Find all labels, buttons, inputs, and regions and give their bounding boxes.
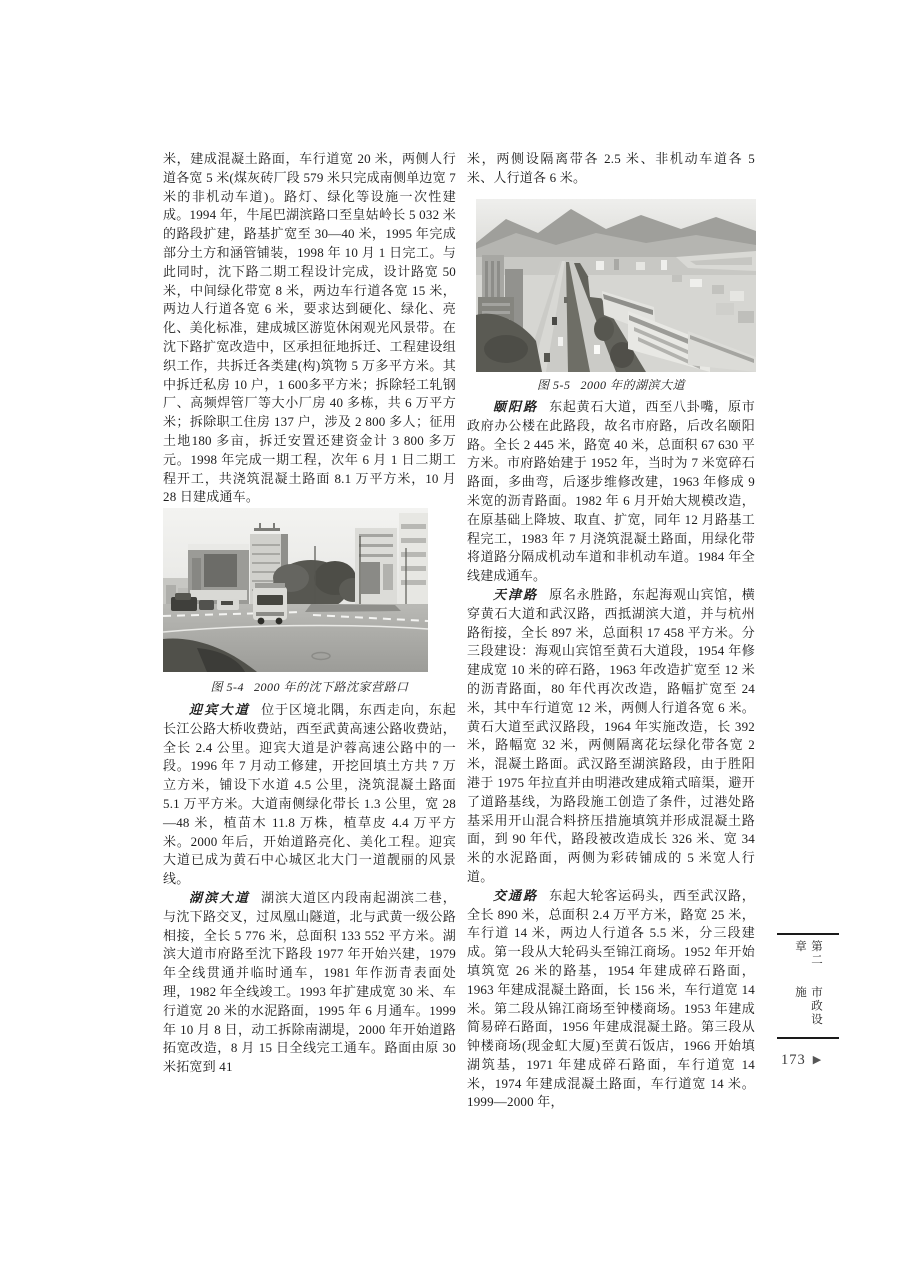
page-marker-arrow-icon: ▶ [812, 1054, 823, 1066]
right-column-bottom-text [467, 398, 755, 1112]
chapter-label: 第二章 [794, 940, 822, 967]
chapter-side-tab [777, 933, 839, 1039]
figure-title: 2000 年的湖滨大道 [580, 378, 685, 392]
figure-5-4-photo [163, 508, 428, 672]
left-column-top-text [163, 150, 456, 507]
figure-title: 2000 年的沈下路沈家营路口 [253, 680, 409, 694]
paragraph-jiaotong-road [467, 887, 755, 1113]
right-column-top-text [467, 150, 755, 188]
road-name-heading: 天津路 [493, 586, 539, 602]
figure-5-5-photo [476, 199, 756, 372]
paragraph-text: 东起黄石大道，西至八卦嘴，原市政府办公楼在此路段，故名市府路，后改名颐阳路。全长 2 445 米，路宽 40 米，总面积 67 630 平方米。市府路始建于 1952 年，当时为 7 米宽碎石路面，多曲弯，后逐步维修改建，1963 年修成 9 米宽的沥青路面。1982 年 6 月开始大规模改造，在原基础上降坡、取直、扩宽，同年 12 月路基工程完工，1983 年 7 月浇筑混凝土路面，用绿化带将道路分隔成机动车道和非机动车道。1984 年全线建成通车。 [467, 399, 755, 584]
paragraph-text: 位于区境北隅，东西走向，东起长江公路大桥收费站，西至武黄高速公路收费站，全长 2.4 公里。迎宾大道是沪蓉高速公路中的一段。1996 年 7 月动工修建，开挖回填土方共 7 万立方米，铺设下水道 4.5 公里，浇筑混凝土路面 5.1 万平方米。大道南侧绿化带长 1.3 公里，宽 28—48 米，植苗木 11.8 万株，植草皮 4.4 万平方米。2000 年后，开始道路亮化、美化工程。迎宾大道已成为黄石中心城区北大门一道靓丽的风景线。 [163, 702, 456, 887]
figure-5-5-caption [467, 376, 755, 393]
paragraph-text: 米，建成混凝土路面，车行道宽 20 米，两侧人行道各宽 5 米(煤灰砖厂段 579 米只完成南侧单边宽 7 米的非机动车道)。路灯、绿化等设施一次性建成。1994 年，牛尾巴湖滨路口至皇姑岭长 5 032 米的路段扩建，路基扩宽至 30—40 米，1995 年完成部分土方和涵管铺装，1998 年 10 月 1 日完工。与此同时，沈下路二期工程设计完成，设计路宽 50 米，中间绿化带宽 8 米，两边车行道各宽 15 米，两边人行道各宽 6 米，要求达到硬化、绿化、亮化、美化标准，建成城区游览休闲观光风景带。在沈下路扩宽改造中，区承担征地拆迁、工程建设组织工作，共拆迁各类建(构)筑物 5 万多平方米。其中拆迁私房 10 户，1 600多平方米；拆除轻工轧钢厂、高频焊管厂等大小厂房 40 多栋，共 6 万平方米；拆除职工住房 137 户，涉及 2 800 多人；征用土地180 多亩，拆迁安置还建资金计 3 800 多万元。1998 年完成一期工程，次年 6 月 1 日二期工程开工，共浇筑混凝土路面 8.1 万平方米，10 月 28 日建成通车。 [163, 151, 456, 505]
paragraph [163, 150, 456, 507]
paragraph-text: 原名永胜路，东起海观山宾馆，横穿黄石大道和武汉路，西抵湖滨大道，并与杭州路衔接，全长 897 米，总面积 17 458 平方米。分三段建设：海观山宾馆至黄石大道段，1954 年修建成宽 10 米的碎石路，1963 年改造扩宽至 12 米的沥青路面，80 年代再次改造，路幅扩宽至 24 米，其中车行道宽 12 米，两侧人行道各宽 6 米。黄石大道至武汉路段，1964 年实施改造，长 392 米，路幅宽 32 米，两侧隔离花坛绿化带各宽 2 米，混凝土路面。武汉路至湖滨路段，由于胜阳港于 1975 年拉直并由明港改建成箱式暗渠，避开了道路基线，为路段施工创造了条件，过港处路基采用开山混合料挤压措施填筑并形成混凝土路面，到 90 年代，路段被改造成长 326 米、宽 34 米的水泥路面，两侧为彩砖铺成的 5 米宽人行道。 [467, 586, 755, 884]
paragraph-text: 东起大轮客运码头，西至武汉路，全长 890 米，总面积 2.4 万平方米，路宽 25 米，车行道 14 米，两边人行道各 5.5 米，分三段建成。第一段从大轮码头至锦江商场。1952 年开始填筑宽 26 米的路基，1954 年建成碎石路面，1963 年建成混凝土路面，长 156 米，车行道宽 14 米。第二段从锦江商场至钟楼商场。1953 年建成简易碎石路面，1956 年建成混凝土路。第三段从钟楼商场(现金虹大厦)至黄石饭店，1966 开始填湖筑基，1971 年建成碎石路面，车行道宽 14 米，1974 年建成混凝土路面，车行道宽 14 米。1999—2000 年， [467, 887, 755, 1110]
section-label: 市政设施 [794, 985, 822, 1027]
left-column-bottom-text [163, 701, 456, 1077]
paragraph-tianjin-road [467, 586, 755, 887]
paragraph-yiyang-road [467, 398, 755, 586]
paragraph-yingbin-avenue [163, 701, 456, 889]
page-number [781, 1052, 822, 1069]
road-name-heading: 交通路 [493, 887, 539, 903]
road-name-heading: 湖滨大道 [189, 889, 251, 905]
paragraph-hubin-avenue [163, 889, 456, 1077]
road-name-heading: 颐阳路 [493, 399, 539, 414]
paragraph-text: 米，两侧设隔离带各 2.5 米、非机动车道各 5 米、人行道各 6 米。 [467, 151, 755, 185]
figure-5-4-caption [163, 678, 456, 695]
road-name-heading: 迎宾大道 [189, 702, 251, 717]
paragraph [467, 150, 755, 188]
street-intersection-photo-illustration [163, 508, 428, 672]
figure-label: 图 5-5 [536, 378, 571, 392]
aerial-boulevard-photo-illustration [476, 199, 756, 372]
paragraph-text: 湖滨大道区内段南起湖滨二巷，与沈下路交叉，过凤凰山隧道，北与武黄一级公路相接，全长 5 776 米，总面积 133 552 平方米。湖滨大道市府路至沈下路段 1977 年开始兴建，1979 年全线贯通并临时通车，1981 年作沥青表面处理，1982 年全线竣工。1993 年扩建成宽 30 米、车行道宽 20 米的水泥路面，1995 年 6 月通车。1999 年 10 月 8 日，动工拆除南湖堤，2000 年开始道路拓宽改造，8 月 15 日全线完工通车。路面由原 30 米拓宽到 41 [163, 889, 456, 1075]
page-number-value: 173 [781, 1052, 806, 1068]
figure-label: 图 5-4 [210, 680, 244, 694]
